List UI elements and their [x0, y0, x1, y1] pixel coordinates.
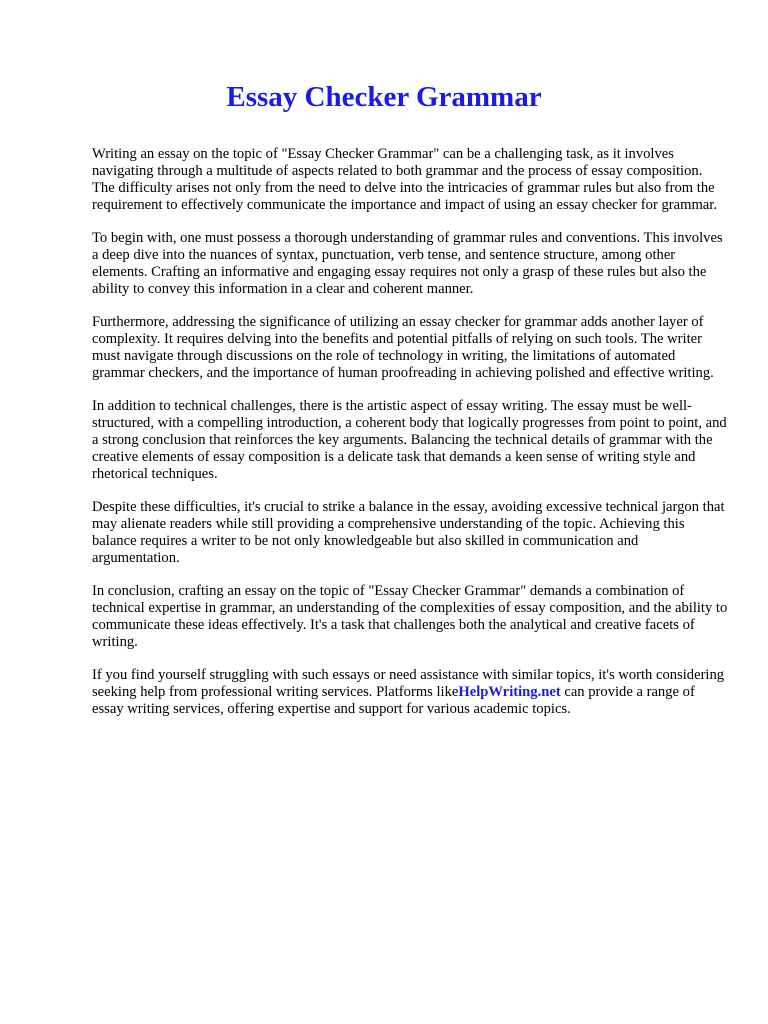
paragraph-intro: Writing an essay on the topic of "Essay Checker Grammar" can be a challenging task, as it involves navigating through a multitude of aspects related to both grammar and the process of essay composition. The difficulty arises not only from the need to delve into the intricacies of grammar rules but also from the requirement to effectively communicate the importance and impact of using an essay checker for grammar. — [92, 146, 717, 213]
page-title: Essay Checker Grammar — [226, 81, 542, 113]
paragraph-conclusion: In conclusion, crafting an essay on the topic of "Essay Checker Grammar" demands a combination of technical expertise in grammar, an understanding of the complexities of essay composition, and the ability to communicate these ideas effectively. It's a task that challenges both the analytical and creative facets of writing. — [92, 583, 728, 650]
document-body — [92, 146, 728, 734]
paragraph-significance: Furthermore, addressing the significance of utilizing an essay checker for grammar adds another layer of complexity. It requires delving into the benefits and potential pitfalls of relying on such tools. The writer must navigate through discussions on the role of technology in writing, the limitations of automated grammar checkers, and the importance of human proofreading in achieving polished and effective writing. — [92, 314, 714, 381]
paragraph-balance: Despite these difficulties, it's crucial to strike a balance in the essay, avoiding excessive technical jargon that may alienate readers while still providing a comprehensive understanding of the topic. Achieving this balance requires a writer to be not only knowledgeable but also skilled in communication and argumentation. — [92, 499, 725, 566]
helpwriting-link[interactable]: HelpWriting.net — [458, 684, 561, 700]
paragraph-grammar-rules: To begin with, one must possess a thorough understanding of grammar rules and conventions. This involves a deep dive into the nuances of syntax, punctuation, verb tense, and sentence structure, among other elements. Crafting an informative and engaging essay requires not only a grasp of these rules but also the ability to convey this information in a clear and coherent manner. — [92, 230, 723, 297]
closing-text-before: If you find yourself struggling with such essays or need assistance with similar topics, it's worth considering seeking help from professional writing services. Platforms like — [92, 667, 725, 700]
closing-text-after: can provide a range of essay writing services, offering expertise and support for various academic topics. — [92, 684, 695, 717]
paragraph-artistic-aspect: In addition to technical challenges, there is the artistic aspect of essay writing. The essay must be well-structured, with a compelling introduction, a coherent body that logically progresses from point to point, and a strong conclusion that reinforces the key arguments. Balancing the technical details of grammar with the creative elements of essay composition is a delicate task that demands a keen sense of writing style and rhetorical techniques. — [92, 398, 727, 482]
paragraph-closing — [92, 667, 728, 718]
